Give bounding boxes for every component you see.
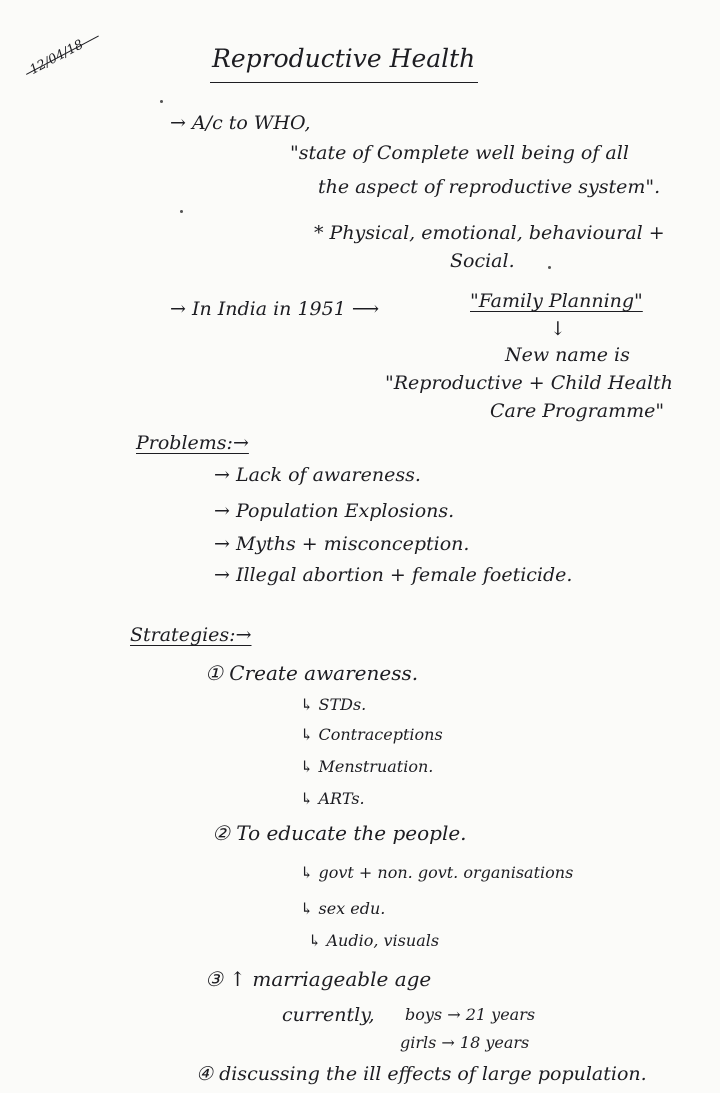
problem-item: → Population Explosions. [214, 500, 455, 522]
problem-item: → Myths + misconception. [214, 533, 470, 555]
india-line: → In India in 1951 ⟶ [170, 298, 380, 320]
strategy-4: ④ discussing the ill effects of large population. [196, 1063, 647, 1085]
strategy-2-sub: ↳ govt + non. govt. organisations [300, 863, 574, 882]
boys-age: boys → 21 years [405, 1005, 536, 1024]
girls-age: girls → 18 years [400, 1033, 530, 1052]
who-line-1: "state of Complete well being of all [290, 142, 629, 164]
who-line-3: * Physical, emotional, behavioural + [314, 222, 665, 244]
family-planning-label: "Family Planning" [470, 290, 643, 312]
strategy-2: ② To educate the people. [212, 821, 467, 845]
pencil-dot [180, 210, 183, 213]
who-intro: → A/c to WHO, [170, 112, 311, 134]
strategy-1-sub: ↳ Contraceptions [300, 725, 443, 744]
strategy-1-sub: ↳ ARTs. [300, 789, 365, 808]
strategy-2-sub: ↳ sex edu. [300, 899, 386, 918]
who-line-4: Social. [450, 250, 515, 272]
strategy-1: ① Create awareness. [205, 661, 419, 685]
down-arrow: ↓ [550, 318, 566, 340]
title-underline [210, 82, 478, 83]
rch-line-2: Care Programme" [490, 400, 665, 422]
pencil-dot [160, 100, 163, 103]
date-label: 12/04/18 [27, 37, 87, 78]
problem-item: → Illegal abortion + female foeticide. [214, 564, 573, 586]
who-line-2: the aspect of reproductive system". [318, 176, 661, 198]
strategy-1-sub: ↳ Menstruation. [300, 757, 434, 776]
strategy-3: ③ ↑ marriageable age [205, 967, 432, 991]
strategies-heading: Strategies:→ [130, 624, 252, 646]
strategy-2-sub: ↳ Audio, visuals [308, 931, 440, 950]
strategy-1-sub: ↳ STDs. [300, 695, 367, 714]
problems-heading: Problems:→ [136, 432, 249, 454]
new-name-label: New name is [505, 344, 630, 366]
currently-label: currently, [282, 1004, 375, 1026]
page-title: Reproductive Health [212, 44, 476, 73]
pencil-dot [548, 266, 551, 269]
rch-line-1: "Reproductive + Child Health [385, 372, 673, 394]
problem-item: → Lack of awareness. [214, 464, 421, 486]
